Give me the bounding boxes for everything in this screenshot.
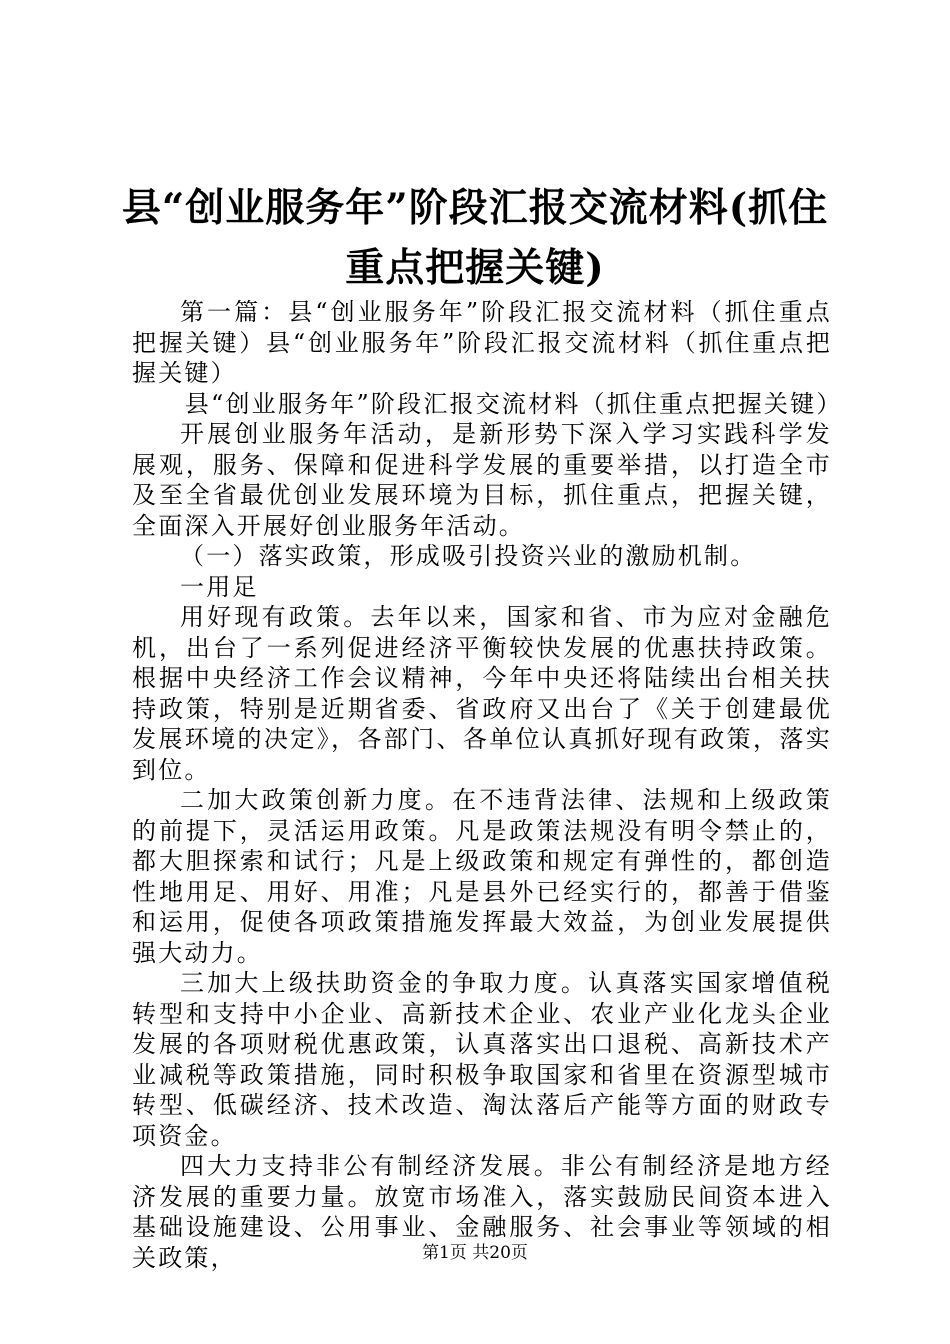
- paragraph-8: 三加大上级扶助资金的争取力度。认真落实国家增值税转型和支持中小企业、高新技术企业、农业产业化龙头企业发展的各项财税优惠政策，认真落实出口退税、高新技术产业减税等政策措施，同时积极争取国家和省里在资源型城市转型、低碳经济、技术改造、淘汰落后产能等方面的财政专项资金。: [132, 969, 832, 1150]
- document-title: 县“创业服务年”阶段汇报交流材料(抓住重点把握关键): [121, 185, 829, 291]
- paragraph-4: （一）落实政策，形成吸引投资兴业的激励机制。: [180, 542, 757, 570]
- document-body: [132, 297, 843, 1273]
- paragraph-6: 用好现有政策。去年以来，国家和省、市为应对金融危机，出台了一系列促进经济平衡较快发展的优惠扶持政策。根据中央经济工作会议精神，今年中央还将陆续出台相关扶持政策，特别是近期省委、省政府又出台了《关于创建最优发展环境的决定》，各部门、各单位认真抓好现有政策，落实到位。: [132, 603, 832, 784]
- page-number-footer: 第1页 共20页: [422, 1243, 528, 1263]
- paragraph-9: 四大力支持非公有制经济发展。非公有制经济是地方经济发展的重要力量。放宽市场准入，落实鼓励民间资本进入基础设施建设、公用事业、金融服务、社会事业等领域的相关政策，: [132, 1152, 832, 1272]
- paragraph-5: 一用足: [180, 572, 259, 601]
- paragraph-2: 县“创业服务年”阶段汇报交流材料（抓住重点把握关键）: [184, 389, 843, 418]
- paragraph-7: 二加大政策创新力度。在不违背法律、法规和上级政策的前提下，灵活运用政策。凡是政策法规没有明令禁止的，都大胆探索和试行；凡是上级政策和规定有弹性的，都创造性地用足、用好、用准；凡是县外已经实行的，都善于借鉴和运用，促使各项政策措施发挥最大效益，为创业发展提供强大动力。: [132, 786, 832, 967]
- paragraph-1: 第一篇：县“创业服务年”阶段汇报交流材料（抓住重点把握关键）县“创业服务年”阶段汇报交流材料（抓住重点把握关键）: [132, 298, 832, 387]
- paragraph-3: 开展创业服务年活动，是新形势下深入学习实践科学发展观，服务、保障和促进科学发展的重要举措，以打造全市及至全省最优创业发展环境为目标，抓住重点，把握关键，全面深入开展好创业服务年活动。: [132, 420, 832, 540]
